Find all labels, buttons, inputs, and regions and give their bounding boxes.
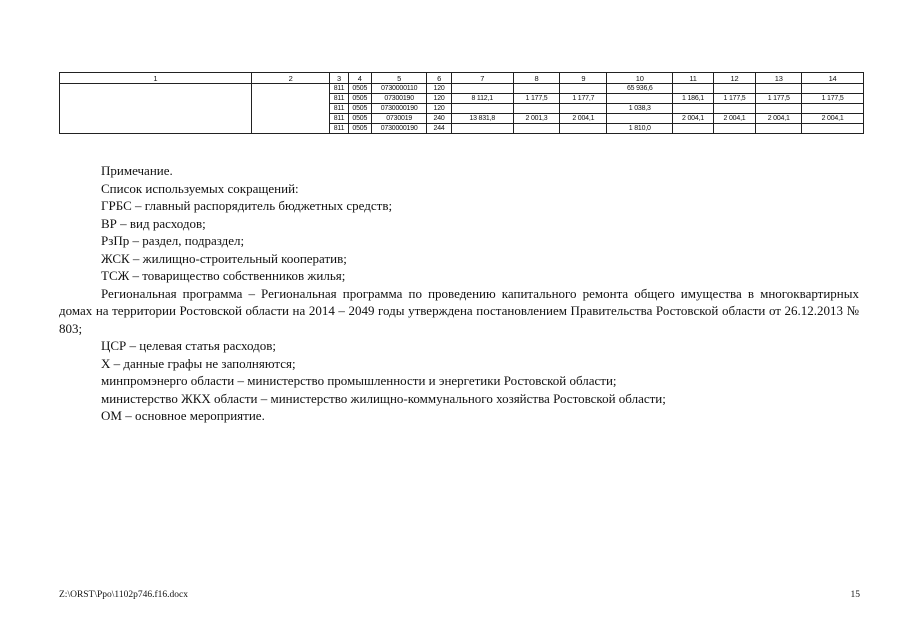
table-cell: 811 [330,94,348,104]
abbreviation-item: РзПр – раздел, подраздел; [101,233,245,248]
table-cell [756,104,802,114]
table-cell: 240 [427,114,451,124]
abbreviation-item: ГРБС – главный распорядитель бюджетных средств; [101,198,393,213]
table-cell: 2 004,1 [802,114,864,124]
table-cell: 13 831,8 [451,114,513,124]
column-header: 2 [251,73,330,84]
column-header: 5 [371,73,426,84]
column-header: 8 [513,73,560,84]
notes-intro: Список используемых сокращений: [101,180,299,196]
abbreviation-item: Региональная программа – Региональная программа по проведению капитального ремонта общего имущества в многоквартирных домах на территории Ростовской области на 2014 – 2049 годы утверждена постановлением Правительства Ростовской области от 26.12.2013 № 803; [59,285,859,336]
table-cell [713,104,756,114]
table-cell: 244 [427,124,451,134]
table-cell: 811 [330,84,348,94]
table-cell [802,124,864,134]
table-cell [756,124,802,134]
table-cell: 811 [330,124,348,134]
table-cell [60,84,252,134]
table-cell [513,84,560,94]
table-cell: 120 [427,104,451,114]
table-cell: 1 177,5 [756,94,802,104]
table-cell: 1 038,3 [607,104,673,114]
table-cell: 1 177,7 [560,94,607,104]
table-cell: 0730000190 [371,124,426,134]
table-row [60,84,864,94]
column-header: 9 [560,73,607,84]
column-header: 13 [756,73,802,84]
table-cell: 1 177,5 [513,94,560,104]
table-cell: 811 [330,104,348,114]
page-number: 15 [850,590,860,600]
table-cell: 1 177,5 [802,94,864,104]
table-cell [513,124,560,134]
table-cell: 2 004,1 [673,114,713,124]
column-header: 4 [348,73,371,84]
column-header: 12 [713,73,756,84]
column-header: 11 [673,73,713,84]
table-cell [673,84,713,94]
table-cell [756,84,802,94]
table-cell [713,84,756,94]
table-cell [451,84,513,94]
table-cell: 2 001,3 [513,114,560,124]
table-cell [560,124,607,134]
table-cell [451,124,513,134]
table-cell: 1 810,0 [607,124,673,134]
column-header: 3 [330,73,348,84]
abbreviation-item: ТСЖ – товарищество собственников жилья; [101,268,346,283]
column-header: 6 [427,73,451,84]
table-cell [607,114,673,124]
abbreviation-item: министерство ЖКХ области – министерство жилищно-коммунального хозяйства Ростовской области; [101,390,666,406]
abbreviation-item: минпромэнерго области – министерство промышленности и энергетики Ростовской области; [101,373,617,388]
column-header: 14 [802,73,864,84]
table-cell: 1 186,1 [673,94,713,104]
table-cell [673,124,713,134]
table-cell [513,104,560,114]
table-cell: 0505 [348,104,371,114]
table-cell: 65 936,6 [607,84,673,94]
table-cell [251,84,330,134]
column-header: 10 [607,73,673,84]
table-cell [802,104,864,114]
table-cell [560,104,607,114]
table-cell [560,84,607,94]
abbreviation-item: ЖСК – жилищно-строительный кооператив; [101,250,347,266]
table-cell: 0730000110 [371,84,426,94]
budget-table [59,72,864,134]
table-cell: 2 004,1 [713,114,756,124]
footer-file-path: Z:\ORST\Ppo\1102p746.f16.docx [59,590,188,600]
table-cell: 07300190 [371,94,426,104]
table-cell [713,124,756,134]
abbreviation-item: ВР – вид расходов; [101,215,206,231]
table-header-row [60,73,864,84]
table-cell: 0505 [348,84,371,94]
notes-section [59,162,859,425]
notes-title: Примечание. [101,163,173,178]
table-cell: 8 112,1 [451,94,513,104]
column-header: 1 [60,73,252,84]
table-cell: 120 [427,94,451,104]
abbreviation-item: ЦСР – целевая статья расходов; [101,338,276,353]
table-cell: 0730000190 [371,104,426,114]
table-cell [451,104,513,114]
table-cell: 120 [427,84,451,94]
table-cell: 2 004,1 [756,114,802,124]
table-cell: 0505 [348,124,371,134]
abbreviation-item: Х – данные графы не заполняются; [101,355,296,371]
table-cell: 0505 [348,114,371,124]
table-cell [802,84,864,94]
column-header: 7 [451,73,513,84]
table-cell: 2 004,1 [560,114,607,124]
table-cell [673,104,713,114]
table-cell: 1 177,5 [713,94,756,104]
abbreviation-item: ОМ – основное мероприятие. [101,408,265,423]
table-cell [607,94,673,104]
table-cell: 0730019 [371,114,426,124]
table-cell: 0505 [348,94,371,104]
table-cell: 811 [330,114,348,124]
